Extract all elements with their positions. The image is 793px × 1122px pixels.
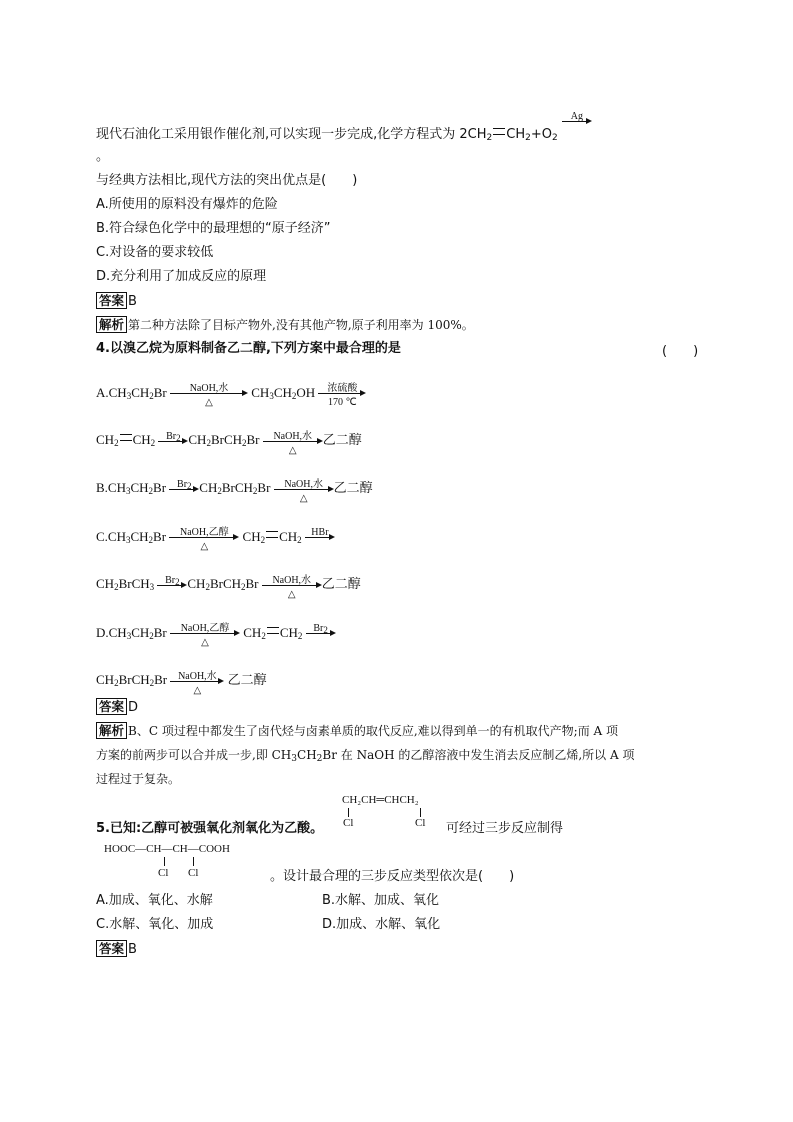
q4-option-b: $B.CH_3CH_2Br$ $Br_2$ $CH_2BrCH_2Br$ NaOH,水 △ 乙二醇 [96, 468, 373, 498]
q5-option-a: A.加成、氧化、水解 [96, 893, 213, 908]
q5-option-b: B.水解、加成、氧化 [322, 893, 440, 908]
arrow-label: NaOH,水 [284, 479, 323, 490]
arrow-label: NaOH,水 [189, 383, 229, 394]
double-bond [493, 128, 505, 135]
reaction-arrow [262, 572, 322, 602]
arrow-label: △ [205, 397, 213, 408]
arrow-label: Br [313, 623, 324, 634]
q3-analysis [96, 316, 474, 335]
q3-eq-o2: +O [530, 127, 552, 142]
arrow-label: NaOH,水 [178, 671, 217, 682]
analysis-tag: 解析 [96, 316, 127, 333]
arrow-label: Br [165, 575, 176, 586]
q5-option-d: D.加成、水解、氧化 [322, 917, 441, 932]
reaction-arrow [170, 380, 248, 410]
analysis-text: 方案的前两步可以合并成一步,即 CH [96, 748, 292, 762]
reaction-arrow: $Br_2$ [169, 476, 199, 506]
arrow-label: Br [166, 431, 177, 442]
q3-eq-text: 现代石油化工采用银作催化剂,可以实现一步完成,化学方程式为 2CH [96, 127, 487, 142]
q3-answer [96, 292, 137, 311]
answer-value: B [128, 294, 137, 309]
reaction-arrow [263, 428, 323, 458]
reaction-arrow [169, 524, 239, 554]
q3-equation-line: 现代石油化工采用银作催化剂,可以实现一步完成,化学方程式为 $2CH_2$ $CH_2+O_2$ Ag [96, 114, 592, 144]
answer-tag: 答案 [96, 698, 127, 715]
q4-answer [96, 698, 138, 717]
reaction-arrow [274, 476, 334, 506]
arrow-label: 170 ℃ [328, 397, 357, 408]
q5-structure-product [104, 843, 230, 879]
arrow-label: △ [287, 589, 296, 600]
arrow-label-ag: Ag [570, 111, 583, 122]
arrow-label: NaOH,水 [273, 431, 313, 442]
arrow-label: △ [299, 493, 308, 504]
arrow-label: 浓硫酸 [327, 383, 358, 394]
q3-line2: 。 [96, 149, 110, 164]
analysis-text: CH [297, 748, 317, 762]
q4-analysis-line3: 过程过于复杂。 [96, 772, 181, 786]
analysis-text: B、C 项过程中都发生了卤代烃与卤素单质的取代反应,难以得到单一的有机取代产物;而 A 项 [128, 724, 618, 738]
q4-option-d-line2: $CH_2BrCH_2Br$ NaOH,水 △ 乙二醇 [96, 660, 267, 690]
q4-option-c-line2: $CH_2BrCH_3$ $Br_2$ $CH_2BrCH_2Br$ NaOH,水 △ 乙二醇 [96, 564, 361, 594]
structure-cl: Cl [415, 817, 426, 829]
q3-option-d: D.充分利用了加成反应的原理 [96, 269, 267, 284]
reaction-arrow: $Br_2$ [306, 620, 336, 650]
reaction-arrow: $Br_2$ [157, 572, 187, 602]
structure-formula: HOOC—CH—CH—COOH [104, 843, 230, 855]
q5-stem-a: 5.已知:乙醇可被强氧化剂氧化为乙酸。 [96, 821, 324, 836]
arrow-label: NaOH,水 [272, 575, 312, 586]
structure-cl: Cl [188, 867, 199, 879]
arrow-label: △ [288, 445, 297, 456]
arrow-label: △ [201, 637, 209, 648]
arrow-label: △ [200, 541, 209, 552]
q5-stem-b: 可经过三步反应制得 [446, 821, 564, 836]
q3-question: 与经典方法相比,现代方法的突出优点是( ) [96, 173, 358, 188]
arrow-label: NaOH,乙醇 [180, 623, 230, 634]
analysis-tag: 解析 [96, 722, 127, 739]
product-glycol: 乙二醇 [227, 673, 267, 688]
q4-option-c-line1: $C.CH_3CH_2Br$ NaOH,乙醇 △ $CH_2$ $CH_2$ HBr [96, 516, 335, 546]
q3-option-a: A.所使用的原料没有爆炸的危险 [96, 197, 278, 212]
answer-tag: 答案 [96, 292, 127, 309]
reaction-arrow: $Br_2$ [158, 428, 188, 458]
reaction-arrow [305, 524, 335, 554]
arrow-label: △ [193, 685, 202, 696]
reaction-arrow [170, 668, 224, 698]
structure-cl: Cl [343, 817, 354, 829]
answer-tag: 答案 [96, 940, 127, 957]
q4-stem: 4.以溴乙烷为原料制备乙二醇,下列方案中最合理的是 [96, 341, 401, 356]
arrow-label: NaOH,乙醇 [179, 527, 229, 538]
structure-formula: CH₂CH═CHCH₂ [342, 794, 419, 806]
reaction-arrow [318, 380, 366, 410]
answer-value: D [128, 700, 139, 715]
answer-value: B [128, 942, 137, 957]
q3-option-c: C.对设备的要求较低 [96, 245, 214, 260]
q4-paren: ( ) [662, 344, 699, 359]
q5-structure-reactant [342, 794, 426, 829]
q4-analysis-line2: 方案的前两步可以合并成一步,即 $CH_3CH_2Br$ 在 NaOH 的乙醇溶液中发生消去反应制乙烯,所以 A 项 [96, 748, 635, 764]
arrow-label: HBr [311, 527, 329, 538]
reaction-arrow [170, 620, 240, 650]
q5-stem-c: 。设计最合理的三步反应类型依次是( ) [270, 869, 515, 884]
product-glycol: 乙二醇 [322, 433, 362, 448]
q5-option-c: C.水解、氧化、加成 [96, 917, 214, 932]
q3-eq-ch2: CH [506, 127, 526, 142]
analysis-text: Br 在 NaOH 的乙醇溶液中发生消去反应制乙烯,所以 A 项 [322, 748, 635, 762]
q5-answer [96, 940, 137, 959]
q4-option-a-line2: $CH_2$ $CH_2$ $Br_2$ $CH_2BrCH_2Br$ NaOH,水 △ 乙二醇 [96, 420, 362, 450]
structure-cl: Cl [158, 867, 169, 879]
q4-analysis-line1 [96, 722, 618, 741]
arrow-label: Br [177, 479, 188, 490]
reaction-arrow [562, 108, 592, 138]
q4-option-a-line1: $A.CH_3CH_2Br$ NaOH,水 △ $CH_3CH_2OH$ 浓硫酸 170 ℃ [96, 372, 366, 402]
q4-option-d-line1: $D.CH_3CH_2Br$ NaOH,乙醇 △ $CH_2$ $CH_2$ $Br_2$ [96, 612, 336, 642]
product-glycol: 乙二醇 [321, 577, 361, 592]
analysis-text: 第二种方法除了目标产物外,没有其他产物,原子利用率为 100%。 [128, 318, 474, 332]
q3-option-b: B.符合绿色化学中的最理想的“原子经济” [96, 221, 331, 236]
product-glycol: 乙二醇 [333, 481, 373, 496]
